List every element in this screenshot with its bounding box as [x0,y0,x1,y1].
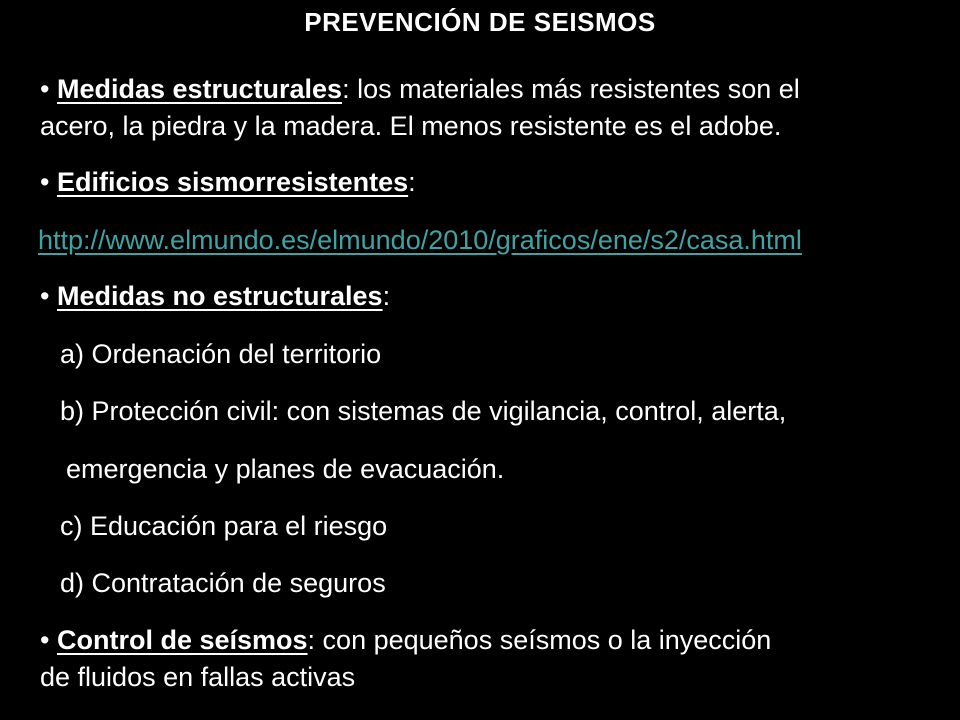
slide-title: PREVENCIÓN DE SEISMOS [304,7,656,37]
bullet-mark: • [40,74,50,104]
list-item-seguros: d) Contratación de seguros [60,568,386,598]
bullet-mark: • [40,625,50,655]
link-row [38,222,802,258]
term-edificios-sismorresistentes: Edificios sismorresistentes [56,167,409,197]
bullet-no-estructurales [40,278,390,314]
list-item-proteccion-civil-cont: emergencia y planes de evacuación. [66,454,505,484]
term-medidas-no-estructurales: Medidas no estructurales [56,281,383,311]
estructurales-text-1: los materiales más resistentes son el [349,74,800,104]
control-text-1: con pequeños seísmos o la inyección [315,625,772,655]
bullet-control [40,622,771,658]
colon: : [408,167,416,197]
colon: : [307,625,316,655]
bullet-sismorresistentes [40,164,416,200]
control-text-2: de fluidos en fallas activas [40,662,356,692]
colon: : [382,281,391,311]
list-item-proteccion-civil: b) Protección civil: con sistemas de vigilancia, control, alerta, [60,396,787,426]
list-item-educacion: c) Educación para el riesgo [60,511,388,541]
bullet-mark: • [40,167,50,197]
estructurales-text-2: acero, la piedra y la madera. El menos resistente es el adobe. [40,111,782,141]
term-medidas-estructurales: Medidas estructurales [56,74,343,104]
elmundo-link[interactable]: http://www.elmundo.es/elmundo/2010/graficos/ene/s2/casa.html [38,225,802,255]
list-item-ordenacion: a) Ordenación del territorio [60,339,382,369]
bullet-estructurales [40,71,800,107]
colon: : [342,74,350,104]
term-control-de-seismos: Control de seísmos [56,625,308,655]
bullet-mark: • [40,281,50,311]
